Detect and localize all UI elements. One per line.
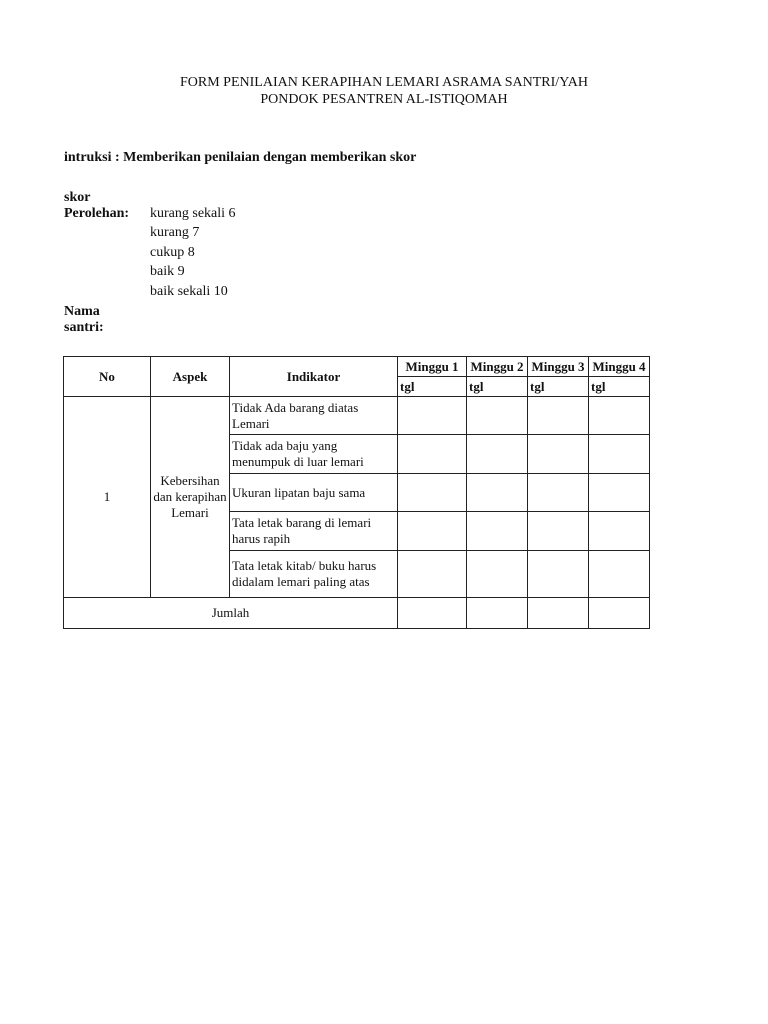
row-number: 1 xyxy=(64,397,151,598)
score-cell[interactable] xyxy=(467,435,528,474)
score-cell[interactable] xyxy=(589,551,650,598)
header-week-2: Minggu 2 xyxy=(467,357,528,377)
student-name-label-line1: Nama xyxy=(64,304,100,319)
score-scale-item: baik 9 xyxy=(150,264,185,280)
score-scale-item: kurang sekali 6 xyxy=(150,206,236,221)
indicator-cell: Tidak Ada barang diatas Lemari xyxy=(230,397,398,435)
date-label-week-1: tgl xyxy=(398,377,467,397)
total-cell[interactable] xyxy=(589,598,650,629)
score-scale-item: baik sekali 10 xyxy=(150,283,228,299)
assessment-table xyxy=(63,356,650,629)
score-cell[interactable] xyxy=(589,397,650,435)
score-cell[interactable] xyxy=(398,512,467,551)
header-week-3: Minggu 3 xyxy=(528,357,589,377)
score-cell[interactable] xyxy=(398,551,467,598)
score-cell[interactable] xyxy=(528,397,589,435)
student-name-label-line2: santri: xyxy=(64,320,104,335)
score-cell[interactable] xyxy=(589,512,650,551)
score-cell[interactable] xyxy=(528,435,589,474)
score-cell[interactable] xyxy=(589,435,650,474)
indicator-cell: Tata letak barang di lemari harus rapih xyxy=(230,512,398,551)
aspect-cell: Kebersihan dan kerapihan Lemari xyxy=(151,397,230,598)
score-cell[interactable] xyxy=(528,512,589,551)
total-label: Jumlah xyxy=(64,598,398,629)
total-cell[interactable] xyxy=(398,598,467,629)
date-label-week-2: tgl xyxy=(467,377,528,397)
header-week-1: Minggu 1 xyxy=(398,357,467,377)
score-cell[interactable] xyxy=(528,551,589,598)
header-indikator: Indikator xyxy=(230,357,398,397)
total-cell[interactable] xyxy=(467,598,528,629)
header-aspek: Aspek xyxy=(151,357,230,397)
score-cell[interactable] xyxy=(398,397,467,435)
score-cell[interactable] xyxy=(398,474,467,512)
score-cell[interactable] xyxy=(398,435,467,474)
score-cell[interactable] xyxy=(467,397,528,435)
date-label-week-4: tgl xyxy=(589,377,650,397)
score-cell[interactable] xyxy=(528,474,589,512)
score-cell[interactable] xyxy=(467,551,528,598)
date-label-week-3: tgl xyxy=(528,377,589,397)
score-label-line2: Perolehan: xyxy=(64,206,130,221)
total-cell[interactable] xyxy=(528,598,589,629)
score-cell[interactable] xyxy=(589,474,650,512)
score-cell[interactable] xyxy=(467,474,528,512)
indicator-cell: Tata letak kitab/ buku harus didalam lemari paling atas xyxy=(230,551,398,598)
instruction-text: intruksi : Memberikan penilaian dengan memberikan skor xyxy=(64,150,417,165)
indicator-cell: Tidak ada baju yang menumpuk di luar lemari xyxy=(230,435,398,474)
form-title: FORM PENILAIAN KERAPIHAN LEMARI ASRAMA SANTRI/YAH xyxy=(180,75,588,90)
school-name: PONDOK PESANTREN AL-ISTIQOMAH xyxy=(260,92,508,107)
score-scale-item: kurang 7 xyxy=(150,225,200,241)
indicator-cell: Ukuran lipatan baju sama xyxy=(230,474,398,512)
score-label-line1: skor xyxy=(64,190,91,205)
header-no: No xyxy=(64,357,151,397)
score-cell[interactable] xyxy=(467,512,528,551)
score-scale-list xyxy=(150,205,236,302)
score-scale-item: cukup 8 xyxy=(150,244,195,260)
header-week-4: Minggu 4 xyxy=(589,357,650,377)
